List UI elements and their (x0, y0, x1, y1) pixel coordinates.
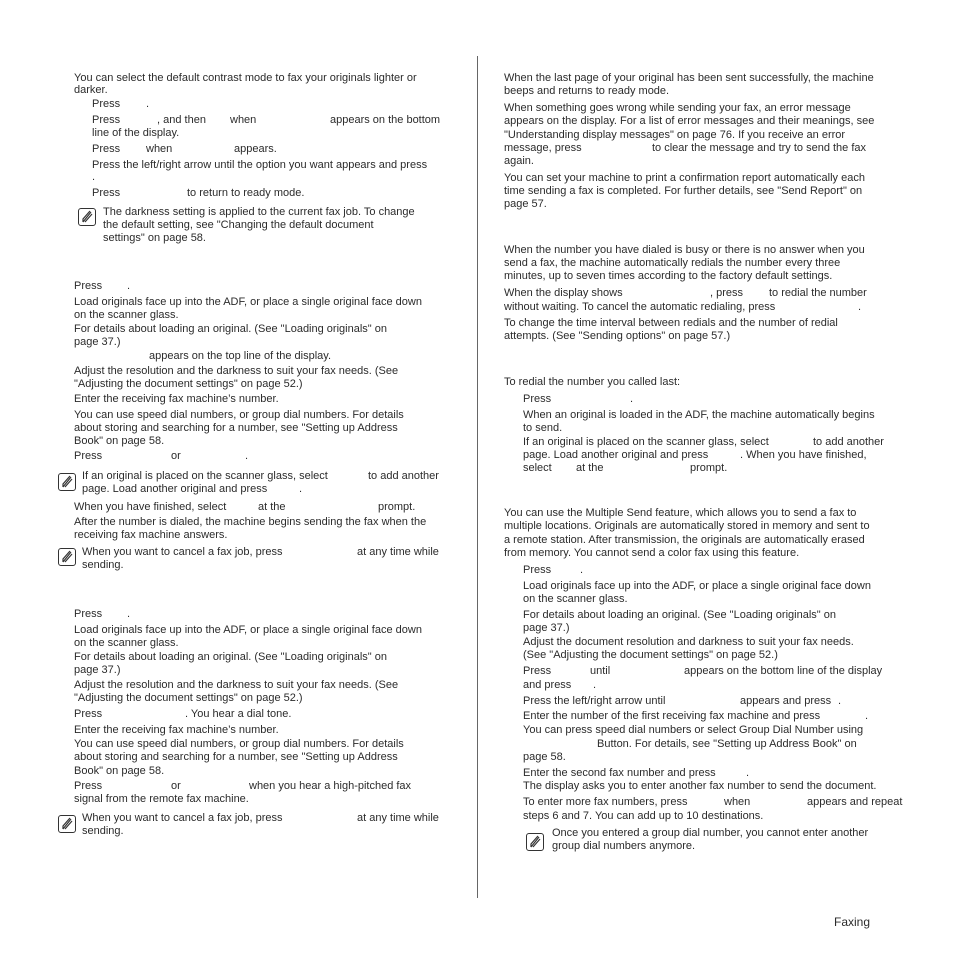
paragraph-line: again. (504, 155, 534, 167)
step-text: For details about loading an original. (See "Loading originals" on (74, 323, 387, 335)
step-text: Book" on page 58. (74, 765, 165, 777)
step-text: When you have finished, select (74, 501, 227, 513)
paragraph-line: . (858, 301, 862, 313)
paragraph-line: send a fax, the machine automatically redials the number every three (504, 257, 841, 269)
step-text: When an original is loaded in the ADF, the machine automatically begins (523, 409, 875, 421)
paragraph-line: message, press (504, 142, 582, 154)
step-text: Adjust the resolution and the darkness to suit your fax needs. (See (74, 679, 399, 691)
step-text: appears on the bottom (330, 114, 441, 126)
step-text: To redial the number you called last: (504, 376, 681, 388)
step-text: . (746, 767, 750, 779)
step-text: appears and repeat (807, 796, 903, 808)
step-text: multiple locations. Originals are automatically stored in memory and sent to (504, 520, 870, 532)
step-text: Press (523, 665, 552, 677)
step-text: . (146, 98, 150, 110)
step-text: For details about loading an original. (See "Loading originals" on (74, 651, 387, 663)
step-text: Enter the receiving fax machine’s number. (74, 393, 279, 405)
paragraph-line: You can select the default contrast mode to fax your originals lighter or (74, 72, 417, 84)
step-text: on the scanner glass. (523, 593, 628, 605)
note-text: When you want to cancel a fax job, press (82, 546, 283, 558)
note-text: at any time while (357, 812, 439, 824)
paragraph-line: "Understanding display messages" on page 76. If you receive an error (504, 129, 846, 141)
step-text: . When you have finished, (740, 449, 867, 461)
paragraph-line: When the number you have dialed is busy or there is no answer when you (504, 244, 865, 256)
step-text: from memory. You cannot send a color fax using this feature. (504, 547, 800, 559)
step-text: You can use speed dial numbers, or group dial numbers. For details (74, 409, 404, 421)
note-text: When you want to cancel a fax job, press (82, 812, 283, 824)
step-text: (See "Adjusting the document settings" on page 52.) (523, 649, 778, 661)
step-text: Press (74, 708, 103, 720)
step-text: Adjust the resolution and the darkness to suit your fax needs. (See (74, 365, 399, 377)
step-text: about storing and searching for a number, see "Setting up Address (74, 422, 398, 434)
step-text: select (523, 462, 552, 474)
step-text: . (865, 710, 869, 722)
step-text: You can use the Multiple Send feature, which allows you to send a fax to (504, 507, 857, 519)
step-text: to return to ready mode. (187, 187, 305, 199)
step-text: about storing and searching for a number, see "Setting up Address (74, 751, 398, 763)
step-text: page 37.) (74, 336, 121, 348)
note-text: to add another (368, 470, 439, 482)
paragraph-line: time sending a fax is completed. For further details, see "Send Report" on (504, 185, 863, 197)
step-text: appears. (234, 143, 277, 155)
step-text: . (245, 450, 249, 462)
step-text: Press the left/right arrow until the option you want appears and press (92, 159, 428, 171)
step-text: appears on the bottom line of the display (684, 665, 883, 677)
note-icon (58, 473, 76, 491)
step-text: Press (74, 450, 103, 462)
step-text: Press (92, 114, 121, 126)
step-text: when you hear a high-pitched fax (249, 780, 412, 792)
paragraph-line: When something goes wrong while sending your fax, an error message (504, 102, 851, 114)
step-text: Adjust the document resolution and darkness to suit your fax needs. (523, 636, 854, 648)
note-text: at any time while (357, 546, 439, 558)
step-text: Press (92, 98, 121, 110)
step-text: . (92, 171, 96, 183)
step-text: . (127, 608, 131, 620)
paragraph-line: , press (710, 287, 744, 299)
step-text: page 37.) (74, 664, 121, 676)
paragraph-line: appears on the display. For a list of error messages and their meanings, see (504, 115, 875, 127)
paragraph-line: You can set your machine to print a confirmation report automatically each (504, 172, 865, 184)
step-text: to add another (813, 436, 884, 448)
step-text: . (630, 393, 634, 405)
step-text: Press (523, 393, 552, 405)
paragraph-line: beeps and returns to ready mode. (504, 85, 670, 97)
step-text: . (838, 695, 842, 707)
step-text: To enter more fax numbers, press (523, 796, 688, 808)
step-text: "Adjusting the document settings" on page 52.) (74, 692, 303, 704)
paragraph-line: When the last page of your original has been sent successfully, the machine (504, 72, 874, 84)
step-text: prompt. (378, 501, 416, 513)
note-text: page. Load another original and press (82, 483, 268, 495)
step-text: The display asks you to enter another fax number to send the document. (523, 780, 877, 792)
step-text: Book" on page 58. (74, 435, 165, 447)
step-text: receiving fax machine answers. (74, 529, 228, 541)
step-text: when (146, 143, 173, 155)
paragraph-line: to clear the message and try to send the fax (652, 142, 867, 154)
note-icon (78, 208, 96, 226)
paragraph-line: without waiting. To cancel the automatic redialing, press (504, 301, 776, 313)
step-text: page 58. (523, 751, 566, 763)
note-icon (58, 815, 76, 833)
step-text: and press (523, 679, 572, 691)
paragraph-line: To change the time interval between redials and the number of redial (504, 317, 838, 329)
column-divider (477, 56, 478, 898)
note-text: sending. (82, 559, 124, 571)
note-text: settings" on page 58. (103, 232, 206, 244)
step-text: . (580, 564, 584, 576)
step-text: Enter the second fax number and press (523, 767, 716, 779)
step-text: . (593, 679, 597, 691)
step-text: "Adjusting the document settings" on page 52.) (74, 378, 303, 390)
step-text: or (171, 780, 181, 792)
step-text: on the scanner glass. (74, 637, 179, 649)
footer-section-name: Faxing (834, 915, 871, 929)
step-text: or (171, 450, 181, 462)
step-text: Press (74, 780, 103, 792)
step-text: Press (74, 608, 103, 620)
step-text: Load originals face up into the ADF, or place a single original face down (74, 624, 422, 636)
step-text: . You hear a dial tone. (185, 708, 292, 720)
paragraph-line: attempts. (See "Sending options" on page 57.) (504, 330, 731, 342)
step-text: For details about loading an original. (See "Loading originals" on (523, 609, 836, 621)
step-text: on the scanner glass. (74, 309, 179, 321)
step-text: Load originals face up into the ADF, or place a single original face down (523, 580, 871, 592)
note-icon (58, 548, 76, 566)
note-text: Once you entered a group dial number, you cannot enter another (552, 827, 869, 839)
step-text: Press (92, 187, 121, 199)
step-text: Press the left/right arrow until (523, 695, 666, 707)
paragraph-line: darker. (74, 84, 108, 96)
step-text: After the number is dialed, the machine begins sending the fax when the (74, 516, 427, 528)
note-text: sending. (82, 825, 124, 837)
step-text: to send. (523, 422, 563, 434)
step-text: You can press speed dial numbers or select Group Dial Number using (523, 724, 864, 736)
step-text: a remote station. After transmission, the originals are automatically erased (504, 534, 865, 546)
note-text: group dial numbers anymore. (552, 840, 696, 852)
step-text: Load originals face up into the ADF, or place a single original face down (74, 296, 422, 308)
step-text: , and then (157, 114, 206, 126)
step-text: when (724, 796, 751, 808)
note-text: the default setting, see "Changing the default document (103, 219, 374, 231)
paragraph-line: When the display shows (504, 287, 623, 299)
step-text: at the (258, 501, 286, 513)
step-text: line of the display. (92, 127, 180, 139)
step-text: signal from the remote fax machine. (74, 793, 249, 805)
step-text: page 37.) (523, 622, 570, 634)
step-text: appears and press (740, 695, 832, 707)
paragraph-line: to redial the number (769, 287, 867, 299)
note-text: The darkness setting is applied to the current fax job. To change (103, 206, 415, 218)
step-text: Enter the number of the first receiving fax machine and press (523, 710, 821, 722)
step-text: when (230, 114, 257, 126)
step-text: until (590, 665, 611, 677)
step-text: appears on the top line of the display. (149, 350, 332, 362)
step-text: . (127, 280, 131, 292)
step-text: at the (576, 462, 604, 474)
step-text: Button. For details, see "Setting up Address Book" on (597, 738, 857, 750)
step-text: Press (523, 564, 552, 576)
note-text: . (299, 483, 303, 495)
paragraph-line: page 57. (504, 198, 547, 210)
step-text: Enter the receiving fax machine’s number. (74, 724, 279, 736)
step-text: Press (74, 280, 103, 292)
step-text: steps 6 and 7. You can add up to 10 destinations. (523, 810, 764, 822)
step-text: You can use speed dial numbers, or group dial numbers. For details (74, 738, 404, 750)
note-text: If an original is placed on the scanner glass, select (82, 470, 328, 482)
step-text: Press (92, 143, 121, 155)
step-text: prompt. (690, 462, 728, 474)
paragraph-line: minutes, up to seven times according to the factory default settings. (504, 270, 833, 282)
step-text: If an original is placed on the scanner glass, select (523, 436, 769, 448)
note-icon (526, 833, 544, 851)
step-text: page. Load another original and press (523, 449, 709, 461)
